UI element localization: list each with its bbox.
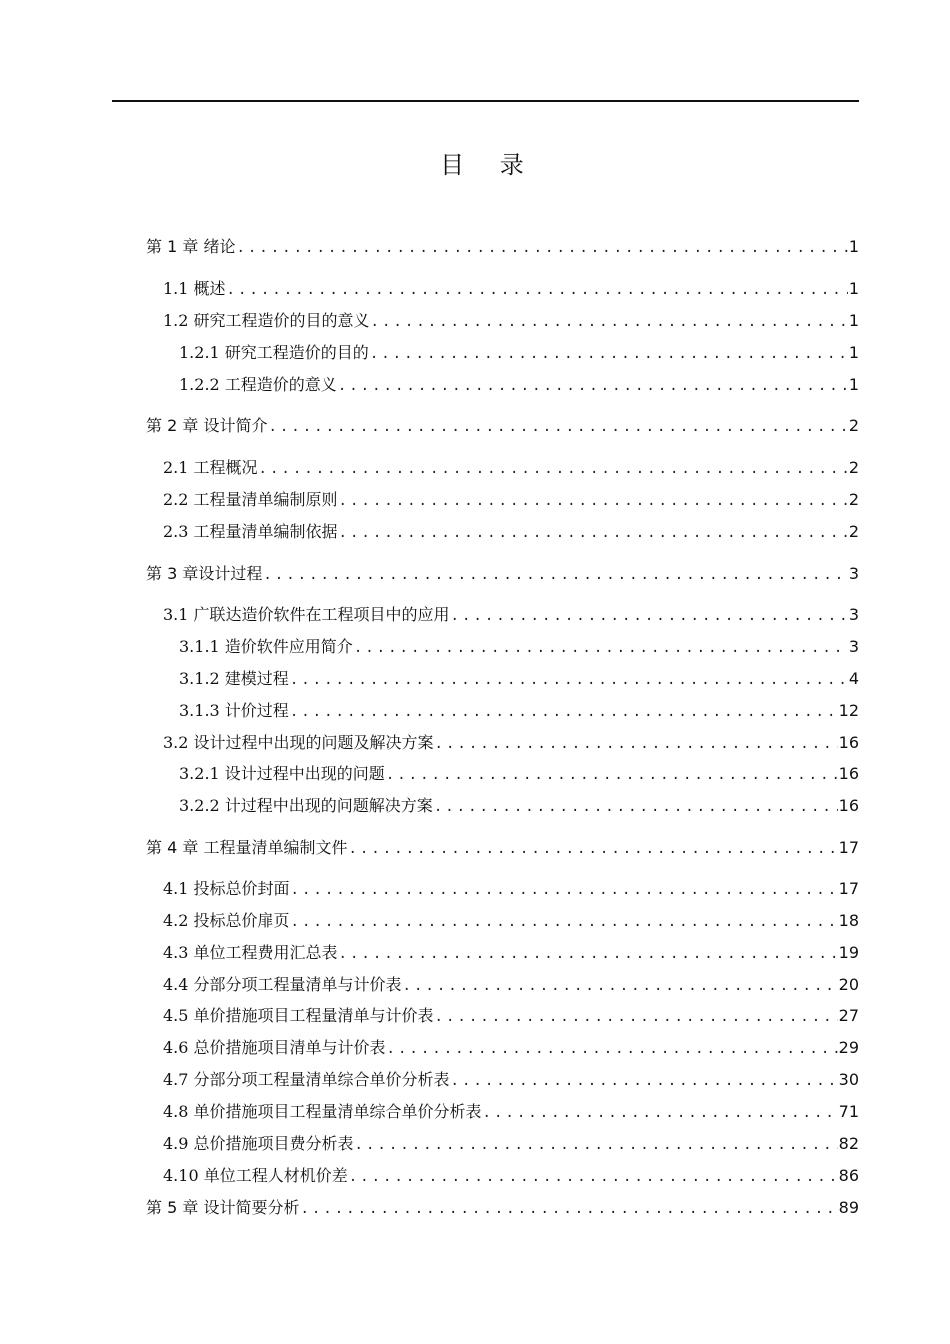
toc-entry-page: 3: [848, 564, 859, 583]
toc-entry-text: 4.7 分部分项工程量清单综合单价分析表: [163, 1070, 450, 1089]
toc-entry-page: 71: [838, 1102, 859, 1121]
toc-entry-2-1[interactable]: [163, 457, 859, 479]
toc-leader: [227, 279, 848, 301]
toc-entry-page: 2: [848, 458, 859, 477]
toc-leader: [339, 943, 838, 965]
toc-leader: [483, 1102, 838, 1124]
toc-entry-page: 1: [848, 375, 859, 394]
toc-leader: [354, 637, 848, 659]
toc-leader: [434, 796, 838, 818]
toc-entry-text: 1.1 概述: [163, 279, 226, 298]
toc-entry-page: 1: [848, 279, 859, 298]
toc-entry-text: 第 4 章 工程量清单编制文件: [146, 838, 348, 857]
toc-entry-4-7[interactable]: [163, 1069, 859, 1091]
toc-entry-page: 17: [838, 879, 859, 898]
toc-leader: [291, 879, 838, 901]
toc-leader: [290, 701, 838, 723]
toc-leader: [387, 1038, 838, 1060]
toc-entry-page: 12: [838, 701, 859, 720]
toc-entry-1-2-1[interactable]: [179, 342, 859, 364]
toc-entry-2-2[interactable]: [163, 489, 859, 511]
toc-entry-page: 17: [838, 838, 859, 857]
toc-leader: [386, 764, 838, 786]
toc-leader: [339, 522, 848, 544]
toc-entry-chapter-3[interactable]: [146, 563, 859, 585]
toc-entry-4-8[interactable]: [163, 1101, 859, 1123]
toc-entry-4-1[interactable]: [163, 878, 859, 900]
toc-entry-3-1-3[interactable]: [179, 700, 859, 722]
toc-entry-4-2[interactable]: [163, 910, 859, 932]
toc-entry-page: 2: [848, 522, 859, 541]
toc-entry-4-10[interactable]: [163, 1165, 859, 1187]
toc-entry-page: 16: [838, 764, 859, 783]
toc-entry-page: 29: [838, 1038, 859, 1057]
toc-leader: [355, 1134, 838, 1156]
toc-entry-text: 2.1 工程概况: [163, 458, 258, 477]
toc-entry-page: 27: [838, 1006, 859, 1025]
toc-entry-text: 4.6 总价措施项目清单与计价表: [163, 1038, 386, 1057]
toc-entry-text: 4.1 投标总价封面: [163, 879, 290, 898]
toc-entry-text: 1.2 研究工程造价的目的意义: [163, 311, 370, 330]
toc-entry-1-2[interactable]: [163, 310, 859, 332]
toc-entry-text: 4.4 分部分项工程量清单与计价表: [163, 975, 402, 994]
toc-entry-4-4[interactable]: [163, 974, 859, 996]
toc-entry-3-2[interactable]: [163, 732, 859, 754]
toc-entry-page: 82: [838, 1134, 859, 1153]
toc-entry-page: 1: [848, 311, 859, 330]
toc-entry-1-1[interactable]: [163, 278, 859, 300]
toc-leader: [349, 1166, 838, 1188]
toc-entry-page: 16: [838, 796, 859, 815]
toc-entry-page: 4: [848, 669, 859, 688]
toc-leader: [435, 1006, 838, 1028]
toc-entry-page: 89: [838, 1198, 859, 1217]
toc-entry-page: 3: [848, 637, 859, 656]
toc-entry-4-5[interactable]: [163, 1005, 859, 1027]
toc-entry-page: 19: [838, 943, 859, 962]
toc-entry-3-1-1[interactable]: [179, 636, 859, 658]
toc-entry-3-1[interactable]: [163, 604, 859, 626]
toc-entry-text: 3.2 设计过程中出现的问题及解决方案: [163, 733, 434, 752]
toc-entry-text: 3.1.2 建模过程: [179, 669, 289, 688]
toc-entry-chapter-1[interactable]: [146, 236, 859, 258]
toc-entry-1-2-2[interactable]: [179, 374, 859, 396]
toc-entry-text: 4.2 投标总价扉页: [163, 911, 290, 930]
toc-leader: [338, 375, 848, 397]
toc-entry-4-9[interactable]: [163, 1133, 859, 1155]
toc-entry-text: 3.2.2 计过程中出现的问题解决方案: [179, 796, 433, 815]
toc-entry-text: 第 5 章 设计简要分析: [146, 1198, 300, 1217]
toc-leader: [403, 975, 838, 997]
toc-leader: [370, 343, 848, 365]
toc-entry-text: 4.9 总价措施项目费分析表: [163, 1134, 354, 1153]
toc-leader: [435, 733, 838, 755]
toc-entry-text: 1.2.2 工程造价的意义: [179, 375, 337, 394]
toc-leader: [263, 564, 847, 586]
toc-leader: [451, 605, 848, 627]
toc-entry-text: 第 1 章 绪论: [146, 237, 236, 256]
toc-entry-text: 3.2.1 设计过程中出现的问题: [179, 764, 385, 783]
toc-entry-text: 2.2 工程量清单编制原则: [163, 490, 338, 509]
toc-entry-3-2-1[interactable]: [179, 763, 859, 785]
toc-entry-page: 16: [838, 733, 859, 752]
toc-leader: [371, 311, 848, 333]
toc-entry-page: 18: [838, 911, 859, 930]
toc-entry-chapter-4[interactable]: [146, 837, 859, 859]
toc-leader: [451, 1070, 838, 1092]
toc-leader: [259, 458, 848, 480]
toc-entry-text: 2.3 工程量清单编制依据: [163, 522, 338, 541]
toc-leader: [268, 416, 847, 438]
toc-entry-text: 4.3 单位工程费用汇总表: [163, 943, 338, 962]
toc-entry-page: 1: [848, 237, 859, 256]
toc-entry-page: 86: [838, 1166, 859, 1185]
toc-entry-text: 4.5 单价措施项目工程量清单与计价表: [163, 1006, 434, 1025]
toc-entry-4-6[interactable]: [163, 1037, 859, 1059]
toc-leader: [348, 838, 837, 860]
toc-entry-2-3[interactable]: [163, 521, 859, 543]
toc-entry-page: 1: [848, 343, 859, 362]
toc-leader: [300, 1198, 837, 1220]
toc-entry-chapter-2[interactable]: [146, 415, 859, 437]
toc-entry-text: 3.1.3 计价过程: [179, 701, 289, 720]
toc-entry-page: 3: [848, 605, 859, 624]
toc-entry-chapter-5[interactable]: [146, 1197, 859, 1219]
toc-entry-page: 30: [838, 1070, 859, 1089]
toc-leader: [339, 490, 848, 512]
toc-entry-page: 20: [838, 975, 859, 994]
toc-entry-3-2-2[interactable]: [179, 795, 859, 817]
toc-entry-text: 第 3 章设计过程: [146, 564, 263, 583]
toc-entry-text: 3.1.1 造价软件应用简介: [179, 637, 353, 656]
toc-title: 目 录: [440, 151, 538, 179]
toc-entry-text: 3.1 广联达造价软件在工程项目中的应用: [163, 605, 450, 624]
toc-entry-page: 2: [848, 416, 859, 435]
toc-entry-page: 2: [848, 490, 859, 509]
toc-entry-text: 1.2.1 研究工程造价的目的: [179, 343, 369, 362]
toc-entry-text: 4.10 单位工程人材机价差: [163, 1166, 348, 1185]
toc-entry-text: 第 2 章 设计简介: [146, 416, 268, 435]
toc-entry-3-1-2[interactable]: [179, 668, 859, 690]
toc-leader: [291, 911, 838, 933]
toc-leader: [290, 669, 848, 691]
toc-entry-text: 4.8 单价措施项目工程量清单综合单价分析表: [163, 1102, 482, 1121]
toc-entry-4-3[interactable]: [163, 942, 859, 964]
toc-leader: [236, 237, 847, 259]
